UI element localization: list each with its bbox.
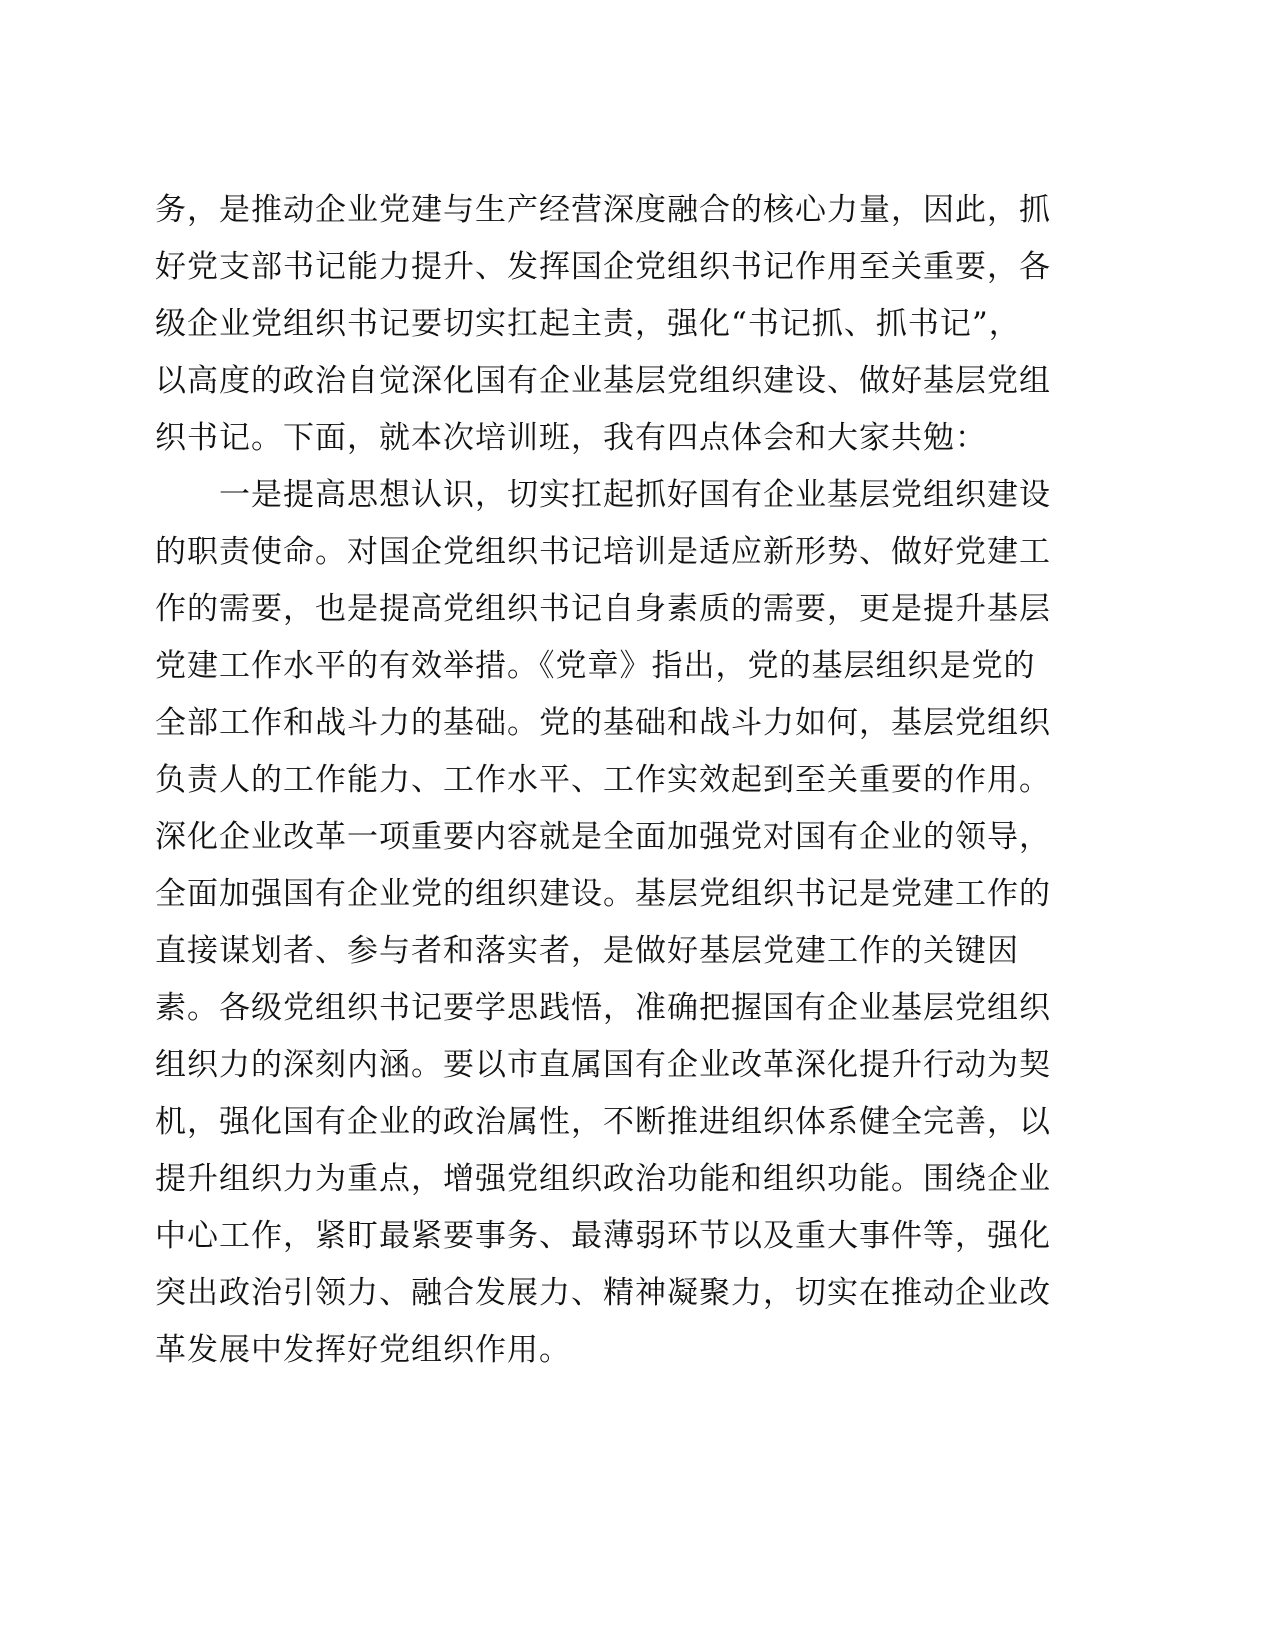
text-line: 的职责使命。对国企党组织书记培训是适应新形势、做好党建工 [155,534,1051,570]
text-line: 素。各级党组织书记要学思践悟，准确把握国有企业基层党组织 [155,990,1051,1026]
body-text [155,182,1085,1379]
text-line: 负责人的工作能力、工作水平、工作实效起到至关重要的作用。 [155,762,1051,798]
text-line: 突出政治引领力、融合发展力、精神凝聚力，切实在推动企业改 [155,1275,1051,1311]
text-line: 好党支部书记能力提升、发挥国企党组织书记作用至关重要，各 [155,249,1051,285]
text-line: 深化企业改革一项重要内容就是全面加强党对国有企业的领导， [155,819,1051,855]
text-line: 组织力的深刻内涵。要以市直属国有企业改革深化提升行动为契 [155,1047,1051,1083]
text-line: 以高度的政治自觉深化国有企业基层党组织建设、做好基层党组 [155,363,1051,399]
text-line: 直接谋划者、参与者和落实者，是做好基层党建工作的关键因 [155,933,1019,969]
text-line: 务，是推动企业党建与生产经营深度融合的核心力量，因此，抓 [155,192,1051,228]
text-line: 全部工作和战斗力的基础。党的基础和战斗力如何，基层党组织 [155,705,1051,741]
text-line: 一是提高思想认识，切实扛起抓好国有企业基层党组织建设 [155,477,1051,513]
text-line: 革发展中发挥好党组织作用。 [155,1332,571,1368]
text-line: 提升组织力为重点，增强党组织政治功能和组织功能。围绕企业 [155,1161,1051,1197]
text-line: 级企业党组织书记要切实扛起主责，强化“书记抓、抓书记”， [155,306,1021,342]
text-line: 全面加强国有企业党的组织建设。基层党组织书记是党建工作的 [155,876,1051,912]
text-line: 作的需要，也是提高党组织书记自身素质的需要，更是提升基层 [155,591,1051,627]
text-line: 中心工作，紧盯最紧要事务、最薄弱环节以及重大事件等，强化 [155,1218,1051,1254]
text-line: 织书记。下面，就本次培训班，我有四点体会和大家共勉： [155,420,987,456]
text-line: 党建工作水平的有效举措。《党章》指出，党的基层组织是党的 [155,648,1036,684]
text-line: 机，强化国有企业的政治属性，不断推进组织体系健全完善，以 [155,1104,1051,1140]
